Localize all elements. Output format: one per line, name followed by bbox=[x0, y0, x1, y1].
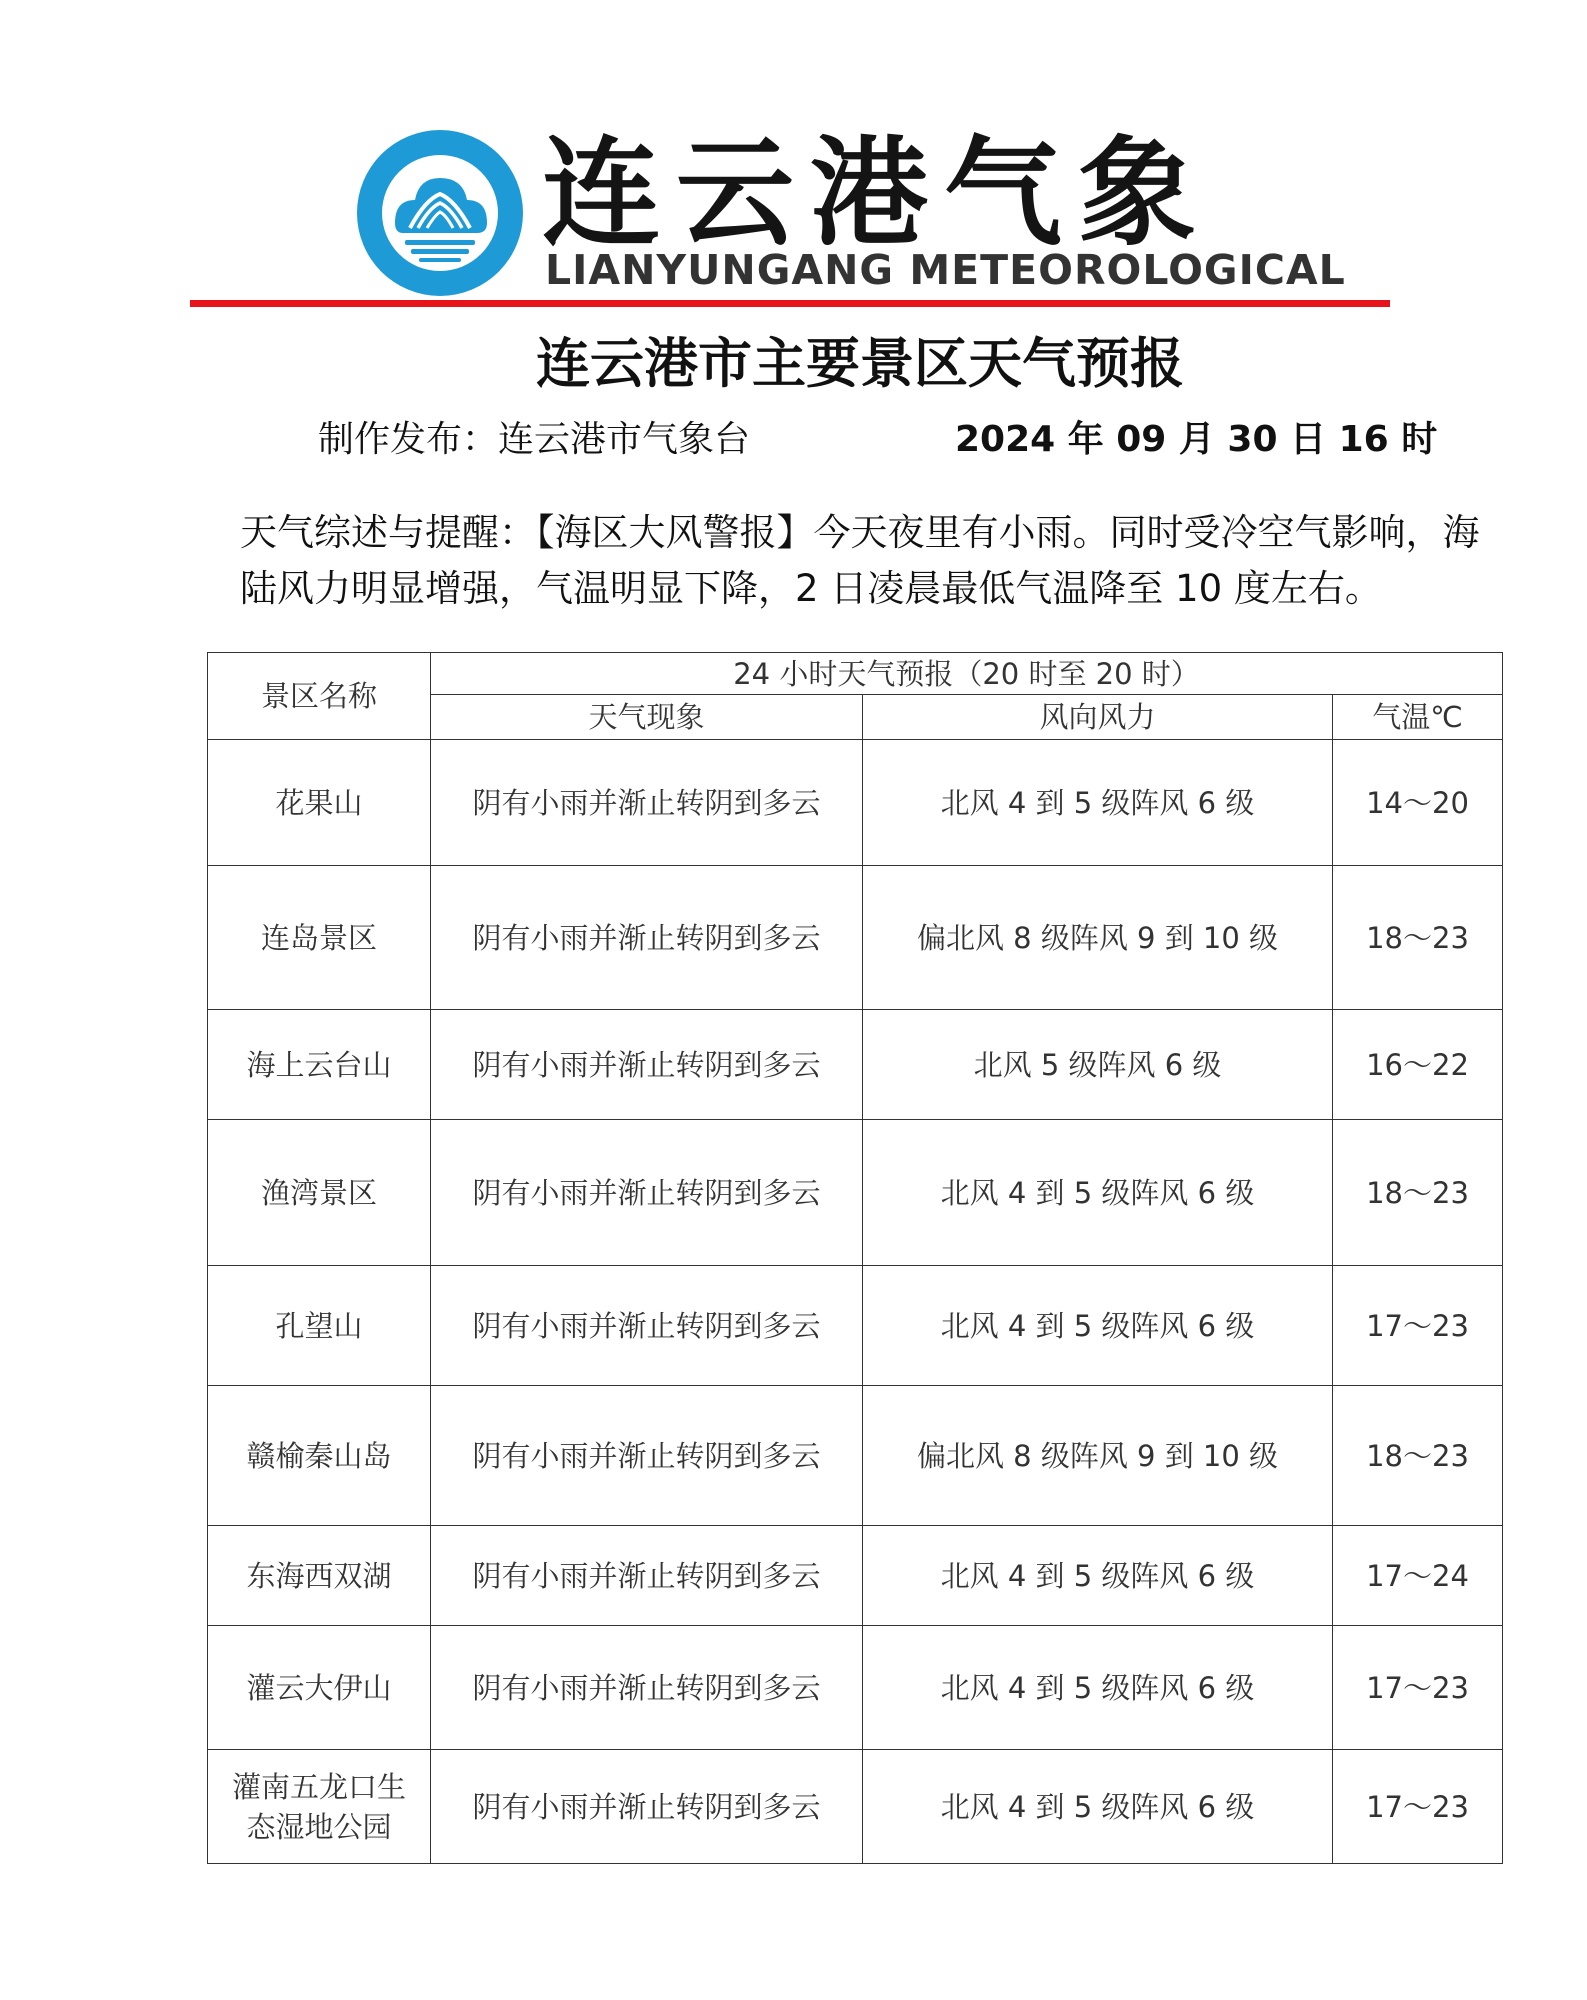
header-weather: 天气现象 bbox=[431, 695, 863, 740]
cell-temp: 14～20 bbox=[1333, 740, 1503, 866]
table-row bbox=[208, 1626, 1503, 1750]
cell-temp: 17～23 bbox=[1333, 1266, 1503, 1386]
cell-weather: 阴有小雨并渐止转阴到多云 bbox=[431, 1526, 863, 1626]
cell-weather: 阴有小雨并渐止转阴到多云 bbox=[431, 1750, 863, 1864]
table-row bbox=[208, 1010, 1503, 1120]
forecast-body bbox=[208, 740, 1503, 1864]
cell-wind: 北风 4 到 5 级阵风 6 级 bbox=[863, 1750, 1333, 1864]
weather-summary: 天气综述与提醒：【海区大风警报】今天夜里有小雨。同时受冷空气影响，海陆风力明显增强，气温明显下降，2 日凌晨最低气温降至 10 度左右。 bbox=[240, 511, 1480, 610]
table-row bbox=[208, 1750, 1503, 1864]
header bbox=[190, 120, 1390, 305]
cell-name: 东海西双湖 bbox=[208, 1526, 431, 1626]
cell-temp: 18～23 bbox=[1333, 1386, 1503, 1526]
cell-temp: 17～24 bbox=[1333, 1526, 1503, 1626]
page-title: 连云港市主要景区天气预报 bbox=[536, 331, 1184, 395]
cell-name-text: 灌南五龙口生态湿地公园 bbox=[231, 1769, 406, 1844]
cell-weather: 阴有小雨并渐止转阴到多云 bbox=[431, 1386, 863, 1526]
header-temp: 气温℃ bbox=[1333, 695, 1503, 740]
cell-name: 灌云大伊山 bbox=[208, 1626, 431, 1750]
forecast-table bbox=[207, 652, 1503, 1864]
cell-weather: 阴有小雨并渐止转阴到多云 bbox=[431, 1120, 863, 1266]
cell-wind: 北风 5 级阵风 6 级 bbox=[863, 1010, 1333, 1120]
issue-time: 2024 年 09 月 30 日 16 时 bbox=[955, 419, 1438, 460]
cell-name: 连岛景区 bbox=[208, 866, 431, 1010]
cell-weather: 阴有小雨并渐止转阴到多云 bbox=[431, 740, 863, 866]
header-name: 景区名称 bbox=[208, 653, 431, 740]
table-row bbox=[208, 1120, 1503, 1266]
header-period: 24 小时天气预报（20 时至 20 时） bbox=[431, 653, 1503, 695]
cell-name: 孔望山 bbox=[208, 1266, 431, 1386]
table-row bbox=[208, 740, 1503, 866]
table-row bbox=[208, 1386, 1503, 1526]
header-wind: 风向风力 bbox=[863, 695, 1333, 740]
cell-wind: 北风 4 到 5 级阵风 6 级 bbox=[863, 1526, 1333, 1626]
cell-weather: 阴有小雨并渐止转阴到多云 bbox=[431, 1626, 863, 1750]
brand-cn: 连云港气象 bbox=[542, 123, 1213, 262]
cell-wind: 北风 4 到 5 级阵风 6 级 bbox=[863, 1626, 1333, 1750]
cell-name bbox=[208, 1750, 431, 1864]
cell-name: 花果山 bbox=[208, 740, 431, 866]
bureau-seal-logo bbox=[355, 128, 525, 298]
cell-name: 渔湾景区 bbox=[208, 1120, 431, 1266]
cell-wind: 偏北风 8 级阵风 9 到 10 级 bbox=[863, 1386, 1333, 1526]
cell-wind: 北风 4 到 5 级阵风 6 级 bbox=[863, 1266, 1333, 1386]
cell-weather: 阴有小雨并渐止转阴到多云 bbox=[431, 1010, 863, 1120]
cell-name: 赣榆秦山岛 bbox=[208, 1386, 431, 1526]
cell-wind: 北风 4 到 5 级阵风 6 级 bbox=[863, 1120, 1333, 1266]
cell-name: 海上云台山 bbox=[208, 1010, 431, 1120]
table-row bbox=[208, 1266, 1503, 1386]
publisher: 制作发布：连云港市气象台 bbox=[318, 419, 751, 460]
cell-wind: 偏北风 8 级阵风 9 到 10 级 bbox=[863, 866, 1333, 1010]
cell-temp: 16～22 bbox=[1333, 1010, 1503, 1120]
brand-en: LIANYUNGANG METEOROLOGICAL bbox=[545, 246, 1346, 294]
table-row bbox=[208, 866, 1503, 1010]
cell-temp: 17～23 bbox=[1333, 1626, 1503, 1750]
cell-temp: 18～23 bbox=[1333, 1120, 1503, 1266]
red-divider bbox=[190, 300, 1390, 307]
table-row bbox=[208, 1526, 1503, 1626]
cell-wind: 北风 4 到 5 级阵风 6 级 bbox=[863, 740, 1333, 866]
cell-temp: 18～23 bbox=[1333, 866, 1503, 1010]
cell-temp: 17～23 bbox=[1333, 1750, 1503, 1864]
cell-weather: 阴有小雨并渐止转阴到多云 bbox=[431, 866, 863, 1010]
cell-weather: 阴有小雨并渐止转阴到多云 bbox=[431, 1266, 863, 1386]
